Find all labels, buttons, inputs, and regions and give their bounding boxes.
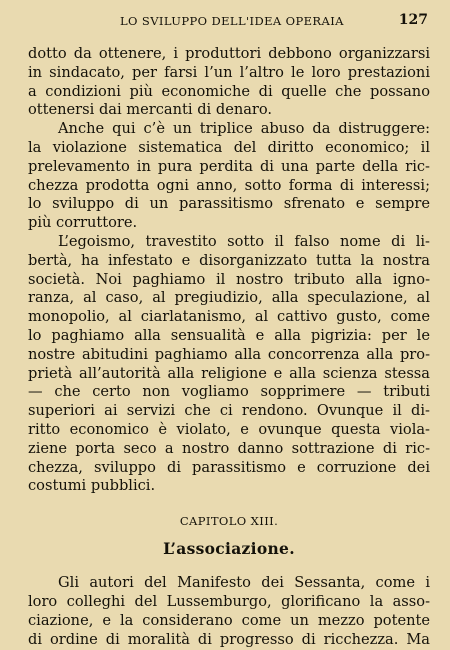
paragraph-1 [28, 45, 430, 120]
page-body [28, 45, 430, 649]
text-line: lo sviluppo di un parassitismo sfrenato e sempre [28, 195, 430, 213]
text-line: monopolio, al ciarlatanismo, al cattivo gusto, come [28, 308, 430, 326]
text-line: chezza, sviluppo di parassitismo e corruzione dei [28, 458, 430, 476]
text-line: dotto da ottenere, i produttori debbono organizzarsi [28, 45, 430, 62]
paragraph-2 [28, 120, 430, 233]
text-line: ottenersi dai mercanti di denaro. [28, 101, 273, 119]
text-line: nostre abitudini paghiamo alla concorrenza alla pro- [28, 345, 430, 363]
text-line: Anche qui c’è un triplice abuso da distruggere: [58, 120, 430, 138]
text-line: lo paghiamo alla sensualità e alla pigrizia: per le [28, 326, 430, 344]
text-line: loro colleghi del Lussemburgo, glorificano la asso- [28, 592, 430, 610]
text-line: la violazione sistematica del diritto economico; il [28, 138, 430, 156]
paragraph-3 [28, 233, 430, 496]
text-line: superiori ai servizi che ci rendono. Ovunque il di- [28, 402, 430, 420]
text-line: ziene porta seco a nostro danno sottrazione di ric- [28, 439, 430, 457]
text-line: L’egoismo, travestito sotto il falso nome di li- [58, 232, 430, 250]
running-title: LO SVILUPPO DELL'IDEA OPERAIA [120, 14, 344, 28]
text-line: ritto economico è violato, e ovunque questa viola- [28, 420, 430, 438]
text-line: in sindacato, per farsi l’un l’altro le loro prestazioni [28, 63, 430, 81]
text-line: costumi pubblici. [28, 477, 156, 495]
text-line: Gli autori del Manifesto dei Sessanta, come i [58, 574, 430, 592]
text-line: prietà all’autorità alla religione e alla scienza stessa [28, 364, 430, 382]
running-header [0, 14, 450, 36]
section-spacer [28, 560, 430, 574]
text-line: ciazione, e la considerano come un mezzo potente [28, 611, 430, 629]
paragraph-4 [28, 574, 430, 649]
page-number: 127 [398, 12, 428, 28]
chapter-label: CAPITOLO XIII. [179, 514, 279, 529]
text-line: di ordine di moralità di progresso di ricchezza. Ma [28, 630, 430, 648]
text-line: ranza, al caso, al pregiudizio, alla speculazione, al [28, 289, 430, 307]
text-line: bertà, ha infestato e disorganizzato tutta la nostra [28, 251, 430, 269]
text-line: a condizioni più economiche di quelle che possano [28, 82, 430, 100]
text-line: — che certo non vogliamo sopprimere — tributi [28, 383, 430, 401]
chapter-title: L’associazione. [163, 539, 295, 559]
text-line: più corruttore. [28, 214, 138, 232]
text-line: chezza prodotta ogni anno, sotto forma di interessi; [28, 176, 430, 194]
text-line: società. Noi paghiamo il nostro tributo alla igno- [28, 270, 430, 288]
text-line: prelevamento in pura perdita di una parte della ric- [28, 157, 430, 175]
